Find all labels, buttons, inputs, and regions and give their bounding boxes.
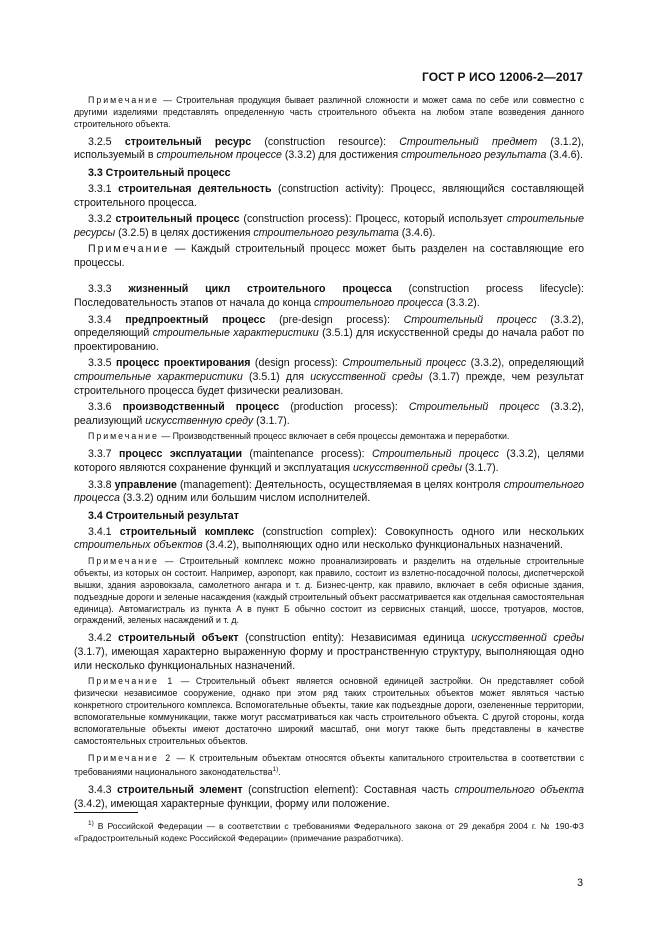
text-run: — Строительный комплекс можно проанализировать и разделить на отдельные строительные объекты, из которых он состоит. Например, аэропорт, как правило, состоит из взлетно-посадочной полосы, диспетчерской вышки, здания аэровокзала, самолетного ангара и т. д. Бизнес-центр, как правило, включает в себя офисные здания, подъездные дороги и зеленые насаждения (каждый строительный объект рассматривается как отдельная самостоятельная единица). Автомагистраль из пункта А в пункт Б обычно состоит из сервисных станций, шоссе, тротуаров, мостов, ограждений, зеленых насаждений и т. д. [74,555,584,626]
note-paragraph [74,753,584,780]
text-run: (construction complex): Совокупность одного или нескольких [254,525,584,538]
text-run: процесс эксплуатации [119,448,242,461]
text-run: Строительный предмет [399,135,538,148]
text-run: 3.3.3 [88,283,129,296]
text-run: (3.4.6). [398,226,436,239]
text-run: строительные характеристики [74,371,243,384]
text-run: искусственной среды [310,371,423,384]
text-run: Примечание 2 [88,752,173,763]
text-run: строительного процесса [314,297,444,310]
text-run: строительного результата [401,149,547,162]
text-run: (3.1.7), имеющая характерно выраженную форму и пространственную структуру, выполняющая одно или несколько функциональных назначений. [74,645,584,672]
definition-paragraph [74,632,584,673]
text-run: Строительный процесс [403,313,537,326]
text-run: Примечание 1 [88,676,175,687]
text-run: предпроектный процесс [125,313,266,326]
text-run: (design process): [250,357,343,370]
text-run: Строительный процесс [372,448,499,461]
section-heading [74,167,584,179]
footnote-text: В Российской Федерации — в соответствии с требованиями Федерального закона от 29 декабря 2004 г. № 190-ФЗ «Градостроительный кодекс Российской Федерации» (примечание разработчика). [74,820,584,843]
text-run: 3.3.8 [88,478,115,491]
text-run: (3.3.2), определяющий [466,357,584,370]
text-run: строительная деятельность [118,182,272,195]
text-run: Строительный процесс [408,401,540,414]
text-run: (3.5.1) для искусственной среды до начала работ по проектированию. [74,327,584,353]
text-run: строительный процесс [115,213,240,226]
text-run: — Строительная продукция бывает различной сложности и может сама по себе или совместно с другими изделиями представлять определенную часть строительного объекта на любом этапе возведения данного строительного объекта. [74,95,584,129]
definition-paragraph [74,401,584,428]
text-run: 3.3.1 [88,182,119,195]
page-header: ГОСТ Р ИСО 12006-2—2017 [421,70,583,84]
text-run: искусственной среды [352,461,463,474]
text-run: (3.4.6). [546,149,583,162]
text-run: — К строительным объектам относятся объекты капитального строительства в соответствии с требованиями национального законодательства [74,752,584,778]
text-run: 3.3.2 [88,213,116,226]
text-run: строительные ресурсы [74,213,584,239]
text-run: строительный элемент [117,784,243,797]
text-run: (construction process): Процесс, который использует [239,213,507,226]
definition-paragraph [74,314,584,355]
text-run: строительных объектов [74,539,203,552]
text-run: (3.1.2), используемый в [74,135,584,162]
text-run: (3.3.2), определяющий [74,313,584,340]
text-run: 3.3.6 [88,401,123,414]
text-run: (3.4.2), имеющая характерные функции, форму или положение. [74,797,390,810]
footnote [74,818,584,844]
text-run: (3.3.2) одним или большим числом исполнителей. [119,492,371,505]
text-run: строительный ресурс [124,135,252,148]
blank-line [74,275,584,283]
text-run: искусственную среду [145,414,254,427]
definition-paragraph [74,213,584,240]
definition-paragraph [74,526,584,553]
text-run: Примечание [88,431,159,442]
text-run: (construction resource): [251,135,400,148]
definition-paragraph [74,136,584,163]
text-run: (construction activity): Процесс, являющийся составляющей строительного процесса. [74,182,584,209]
text-run: жизненный цикл строительного процесса [128,283,392,296]
text-run: . [278,767,281,778]
text-run: 3.4 Строительный результат [88,509,239,522]
definition-paragraph [74,784,584,811]
text-run: строительном процессе [156,149,282,162]
text-run: 3.2.5 [88,135,125,148]
definition-paragraph [74,283,584,310]
definition-paragraph [74,479,584,506]
text-run: (maintenance process): [241,448,373,461]
text-run: (3.4.2), выполняющих одно или несколько функциональных назначений. [202,539,564,552]
text-run: 3.3.5 [88,357,117,370]
text-run: строительного объекта [454,784,584,797]
text-run: (3.1.7). [462,461,499,474]
text-run: 3.4.1 [88,525,120,538]
footnote-separator [74,812,138,813]
text-run: — Каждый строительный процесс может быть разделен на составляющие его процессы. [74,243,584,269]
text-run: (3.3.2), реализующий [74,401,584,427]
text-run: (3.1.7) прежде, чем результат строительного процесса будет физически реализован. [74,371,585,397]
text-run: (construction process lifecycle): Последовательность этапов от начала до конца [74,283,584,310]
text-run: (construction entity): Независимая единица [238,632,472,645]
definition-paragraph [74,183,584,210]
text-run: процесс проектирования [116,357,251,370]
text-run: Примечание [88,555,159,566]
text-run: производственный процесс [122,401,280,414]
definition-paragraph [74,357,584,398]
note-paragraph [74,431,584,443]
note-paragraph [74,676,584,747]
definition-paragraph [74,448,584,475]
page-number: 3 [577,877,583,889]
text-run: (3.1.7). [253,414,290,427]
text-run: (production process): [279,401,409,414]
text-run: 3.3.7 [88,448,119,461]
text-run: 3.4.3 [88,784,118,797]
text-run: строительный объект [118,632,239,645]
text-run: (3.3.2), целями которого являются сохранение функций и эксплуатация [74,448,584,474]
text-run: строительный комплекс [119,525,255,538]
footnote-mark: 1) [88,820,94,827]
text-run: искусственной среды [471,632,585,645]
text-run: 3.3.4 [88,313,126,326]
text-run: Строительный процесс [342,357,467,370]
text-run: 3.4.2 [88,632,119,645]
text-run: (construction element): Составная часть [242,784,455,797]
text-run: (3.5.1) для [242,371,311,384]
note-paragraph [74,95,584,131]
document-body [74,95,584,814]
text-run: 3.3 Строительный процесс [88,166,231,179]
text-run: — Строительный объект является основной единицей застройки. Он представляет собой физически независимое сооружение, однако при этом ряд таких строительных объектов может являться частью конкретного строительного комплекса. Вспомогательные объекты, такие как подъездные дороги, озелененные территории, вспомогательные коммуникации, также могут рассматриваться как часть строительного объекта. С другой стороны, когда вспомогательные объекты имеют достаточно широкий масштаб, они могут также быть представлены в качестве самостоятельных строительных объектов. [74,676,584,746]
text-run: строительного процесса [74,478,584,505]
text-run: 1) [272,766,279,774]
text-run: управление [114,478,177,491]
text-run: Примечание [88,243,170,256]
text-run: (pre-design process): [265,313,404,326]
text-run: строительные характеристики [152,327,319,340]
note-paragraph [74,556,584,627]
text-run: — Производственный процесс включает в себя процессы демонтажа и переработки. [158,431,510,442]
text-run: (3.3.2) для достижения [281,149,402,162]
text-run: (3.3.2). [443,297,480,310]
text-run: (3.2.5) в целях достижения [115,226,254,239]
note-paragraph [74,243,584,270]
text-run: (management): Деятельность, осуществляемая в целях контроля [176,478,504,491]
text-run: Примечание [88,95,159,105]
text-run: строительного результата [253,226,399,239]
section-heading [74,510,584,522]
